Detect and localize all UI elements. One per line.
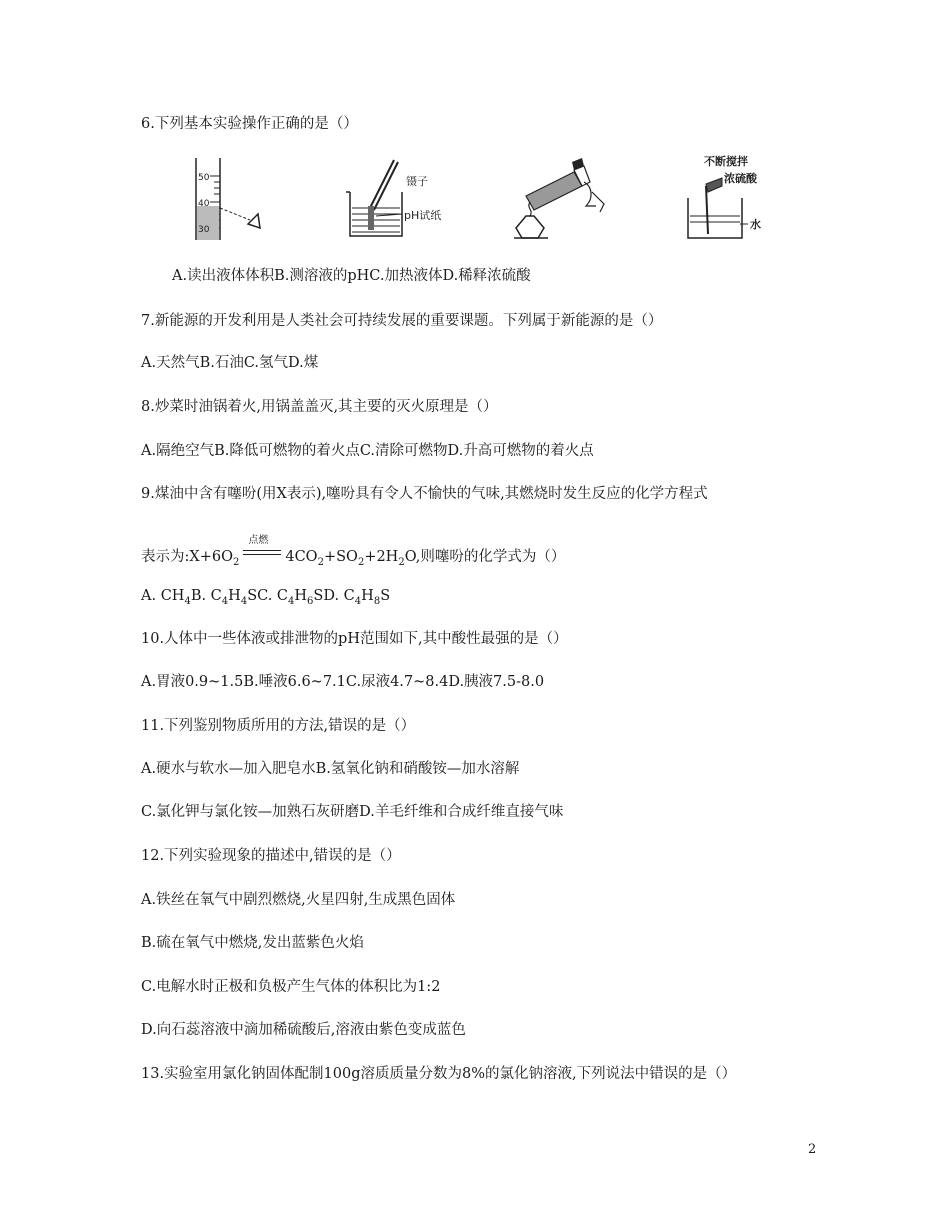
q11-options-ab: A.硬水与软水—加入肥皂水B.氢氧化钠和硝酸铵—加水溶解 xyxy=(141,761,520,777)
q9-options: A. $CH_4B$. $C_4H_4SC$. $C_4H_6SD$. $C_4H_8S$ xyxy=(141,588,391,607)
q13-stem: 13.实验室用氯化钠固体配制100g溶质质量分数为8%的氯化钠溶液,下列说法中错误的是（） xyxy=(141,1066,737,1082)
q11-options-cd: C.氯化钾与氯化铵—加熟石灰研磨D.羊毛纤维和合成纤维直接气味 xyxy=(141,804,564,820)
q12-option-a: A.铁丝在氧气中剧烈燃烧,火星四射,生成黑色固体 xyxy=(141,892,456,908)
q9-stem: 9.煤油中含有噻吩(用X表示),噻吩具有令人不愉快的气味,其燃烧时发生反应的化学方程式 xyxy=(141,486,708,502)
label-water: 水 xyxy=(750,218,761,231)
label-stir: 不断搅拌 xyxy=(704,155,748,168)
figure-heat-liquid xyxy=(512,152,622,244)
q9-equation: 表示为$:X+6O_2$ 点燃 $4CO_2+SO_2+2H_2O$,则噻吩的化学式为（） xyxy=(141,535,566,568)
q7-options: A.天然气B.石油C.氢气D.煤 xyxy=(141,355,319,371)
q10-options: A.胃液0.9~1.5B.唾液6.6~7.1C.尿液4.7~8.4D.胰液7.5-8.0 xyxy=(141,674,545,690)
q12-stem: 12.下列实验现象的描述中,错误的是（） xyxy=(141,848,401,864)
label-ph-paper: pH试纸 xyxy=(404,209,442,222)
figure-dilute-acid xyxy=(684,152,784,242)
q6-stem: 6.下列基本实验操作正确的是（） xyxy=(141,116,358,132)
q8-options: A.隔绝空气B.降低可燃物的着火点C.清除可燃物D.升高可燃物的着火点 xyxy=(141,443,594,459)
eye-icon xyxy=(248,214,260,228)
page-number: 2 xyxy=(808,1142,817,1157)
tick-50: 50 xyxy=(198,173,210,183)
q12-option-c: C.电解水时正极和负极产生气体的体积比为1:2 xyxy=(141,979,441,995)
label-conc-acid: 浓硫酸 xyxy=(724,172,757,185)
q12-option-d: D.向石蕊溶液中滴加稀硫酸后,溶液由紫色变成蓝色 xyxy=(141,1022,466,1038)
label-tweezers: 镊子 xyxy=(406,175,428,188)
q10-stem: 10.人体中一些体液或排泄物的pH范围如下,其中酸性最强的是（） xyxy=(141,631,568,647)
figure-measure-ph xyxy=(344,152,454,242)
q8-stem: 8.炒菜时油锅着火,用锅盖盖灭,其主要的灭火原理是（） xyxy=(141,399,498,415)
reaction-condition: 点燃 xyxy=(241,541,283,561)
figure-read-volume xyxy=(188,152,268,244)
q7-stem: 7.新能源的开发利用是人类社会可持续发展的重要课题。下列属于新能源的是（） xyxy=(141,313,663,329)
tick-40: 40 xyxy=(198,199,210,209)
q11-stem: 11.下列鉴别物质所用的方法,错误的是（） xyxy=(141,718,416,734)
tick-30: 30 xyxy=(198,225,210,235)
q6-options: A.读出液体体积B.测溶液的pHC.加热液体D.稀释浓硫酸 xyxy=(172,268,531,284)
q12-option-b: B.硫在氧气中燃烧,发出蓝紫色火焰 xyxy=(141,935,364,951)
